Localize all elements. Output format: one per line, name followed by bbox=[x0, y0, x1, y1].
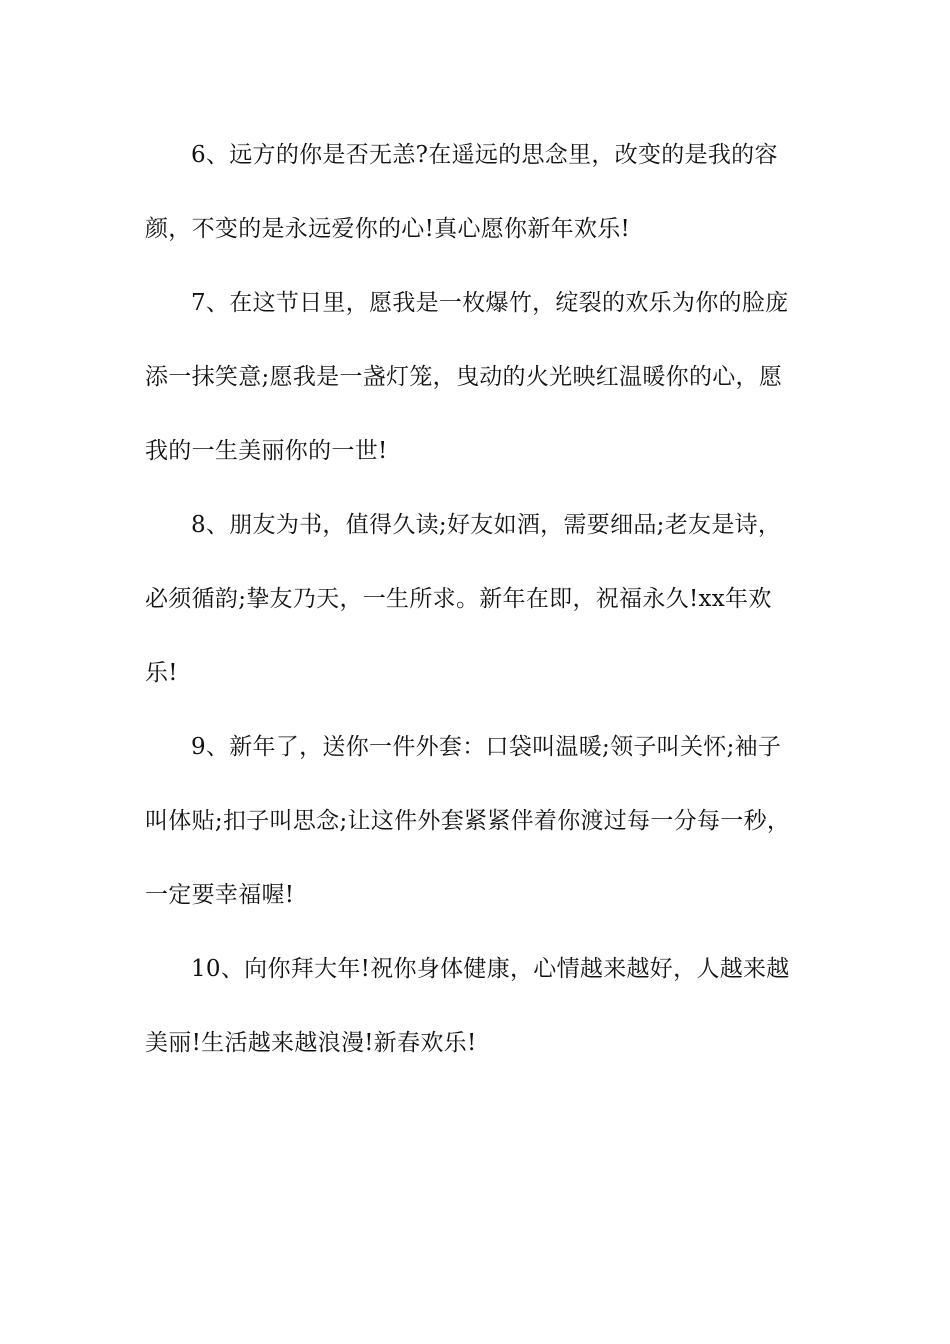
paragraph-9 bbox=[145, 710, 810, 932]
paragraph-line: 6、远方的你是否无恙?在遥远的思念里，改变的是我的容 bbox=[191, 142, 778, 168]
document-body bbox=[145, 118, 810, 1080]
paragraph-line: 9、新年了，送你一件外套：口袋叫温暖;领子叫关怀;袖子 bbox=[191, 734, 782, 760]
paragraph-7 bbox=[145, 266, 810, 488]
paragraph-8 bbox=[145, 488, 810, 710]
paragraph-line: 叫体贴;扣子叫思念;让这件外套紧紧伴着你渡过每一分每一秒， bbox=[145, 808, 791, 834]
paragraph-line: 颜，不变的是永远爱你的心!真心愿你新年欢乐! bbox=[145, 216, 631, 242]
paragraph-line: 必须循韵;挚友乃天，一生所求。新年在即，祝福永久!xx年欢 bbox=[145, 586, 772, 612]
paragraph-line: 乐! bbox=[145, 660, 178, 686]
paragraph-6 bbox=[145, 118, 810, 266]
paragraph-line: 我的一生美丽你的一世! bbox=[145, 438, 388, 464]
paragraph-line: 10、向你拜大年!祝你身体健康，心情越来越好，人越来越 bbox=[191, 956, 790, 982]
paragraph-line: 美丽!生活越来越浪漫!新春欢乐! bbox=[145, 1030, 477, 1056]
paragraph-line: 一定要幸福喔! bbox=[145, 882, 295, 908]
paragraph-line: 添一抹笑意;愿我是一盏灯笼，曳动的火光映红温暖你的心，愿 bbox=[145, 364, 783, 390]
paragraph-line: 7、在这节日里，愿我是一枚爆竹，绽裂的欢乐为你的脸庞 bbox=[191, 290, 789, 316]
paragraph-line: 8、朋友为书，值得久读;好友如酒，需要细品;老友是诗， bbox=[191, 512, 782, 538]
paragraph-10 bbox=[145, 932, 810, 1080]
